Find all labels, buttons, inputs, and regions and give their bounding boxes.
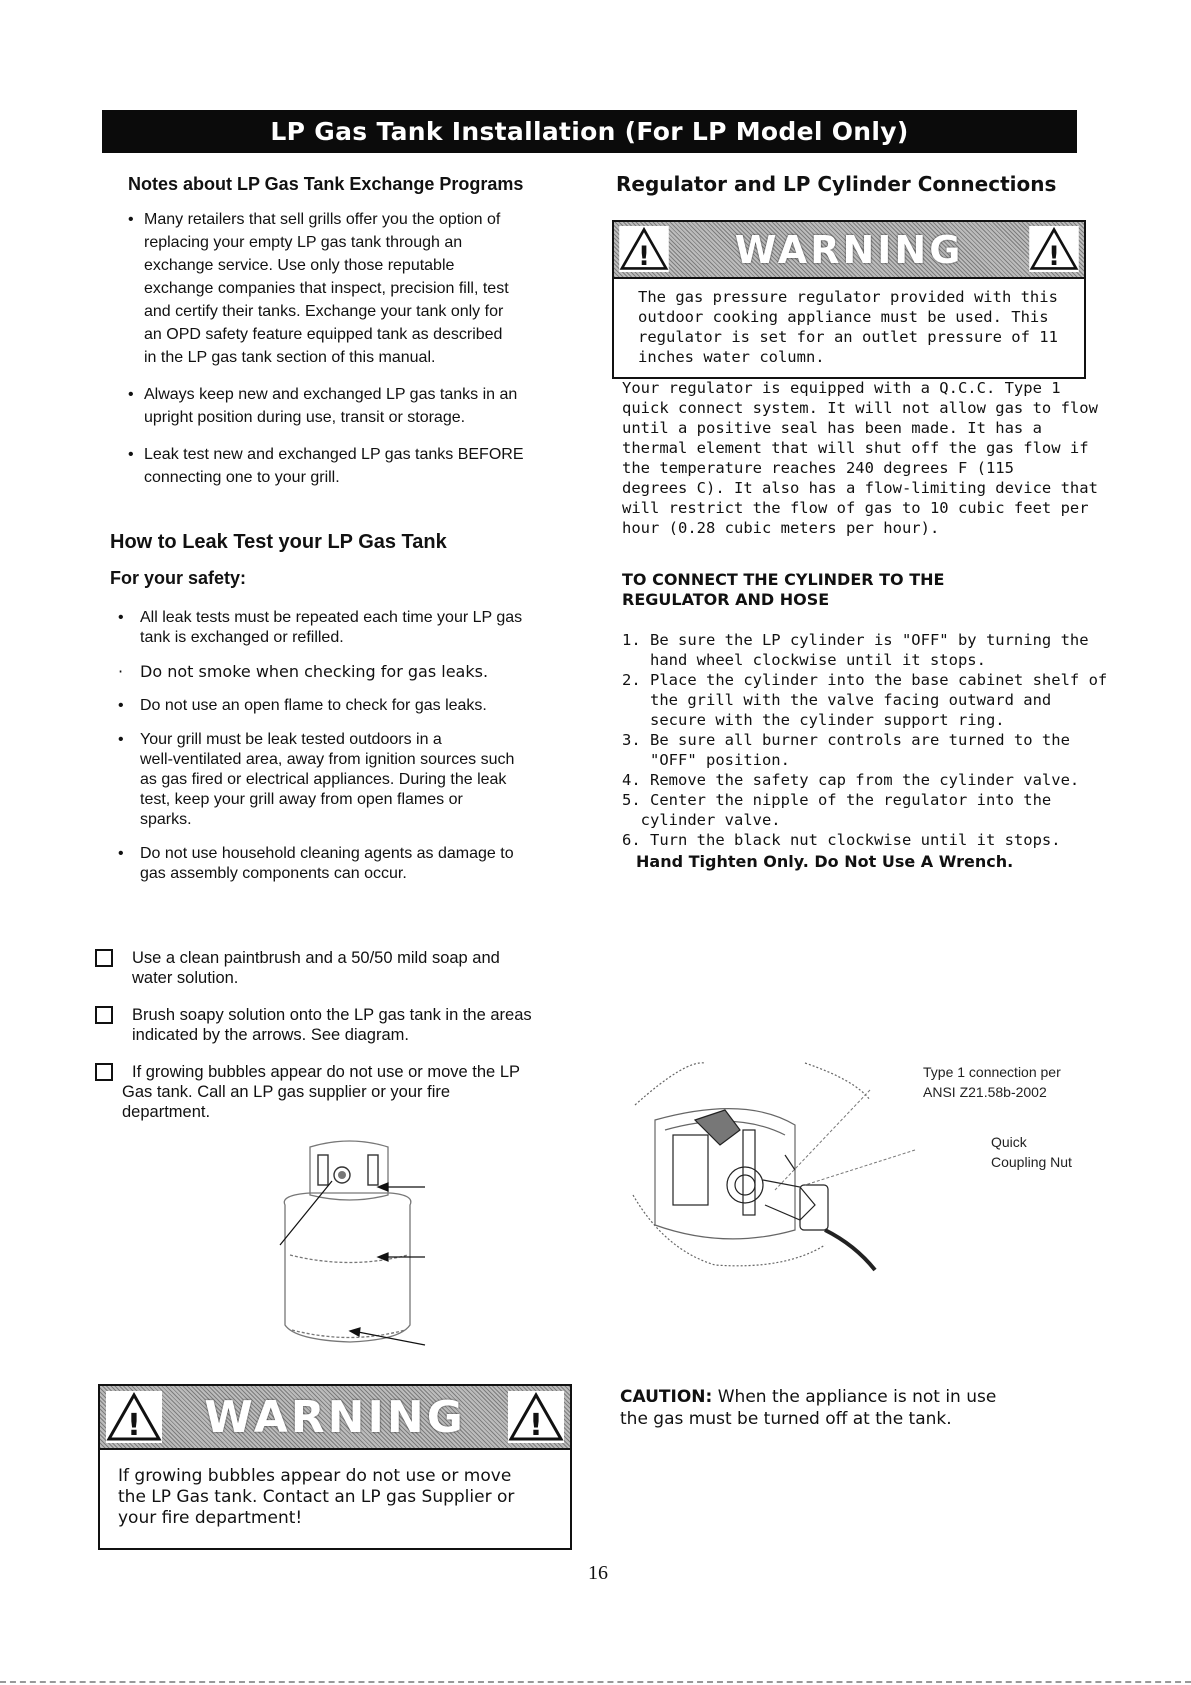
arrow-head xyxy=(378,1253,388,1261)
notes-item xyxy=(128,208,588,369)
caution-label: CAUTION: xyxy=(620,1387,713,1407)
quick-coupling-label-line1: Quick xyxy=(991,1134,1027,1150)
step-item xyxy=(622,790,1107,830)
text-line: 3. Be sure all burner controls are turned to the xyxy=(622,731,1070,749)
text-line: 2. Place the cylinder into the base cabinet shelf of xyxy=(622,671,1108,689)
warning-text xyxy=(638,287,1058,367)
lp-tank-diagram xyxy=(250,1135,470,1350)
text-line: department. xyxy=(122,1103,211,1121)
text-line: 4. Remove the safety cap from the cylinder valve. xyxy=(622,771,1080,789)
text-line: Leak test new and exchanged LP gas tanks BEFORE xyxy=(144,446,524,463)
text-line: water solution. xyxy=(132,969,239,987)
text-line: the grill with the valve facing outward and xyxy=(622,691,1052,709)
text-line: exchange service. Use only those reputable xyxy=(144,257,455,274)
notes-heading: Notes about LP Gas Tank Exchange Programs xyxy=(128,174,524,194)
checklist-item xyxy=(95,1062,595,1122)
connect-steps xyxy=(622,630,1107,850)
warning-bar xyxy=(614,222,1084,279)
text-line: If growing bubbles appear do not use or move the LP xyxy=(132,1063,520,1081)
right-warning-box xyxy=(612,220,1086,379)
text-line: Do not use an open flame to check for gas leaks. xyxy=(140,697,487,714)
connect-heading xyxy=(622,570,944,610)
leak-test-heading: How to Leak Test your LP Gas Tank xyxy=(110,531,447,553)
step-item xyxy=(622,670,1107,730)
text-line: hand wheel clockwise until it stops. xyxy=(622,651,986,669)
step-item xyxy=(622,770,1107,790)
text-line: Use a clean paintbrush and a 50/50 mild soap and xyxy=(132,949,500,967)
text-line: regulator is set for an outlet pressure of 11 xyxy=(638,328,1058,346)
text-line: Your regulator is equipped with a Q.C.C. Type 1 xyxy=(622,379,1061,397)
bullet-icon: • xyxy=(118,697,124,714)
notes-item xyxy=(128,383,588,429)
text-line: Many retailers that sell grills offer you the option of xyxy=(144,211,501,228)
checkbox-icon[interactable] xyxy=(95,949,113,967)
hand-tighten-note: Hand Tighten Only. Do Not Use A Wrench. xyxy=(636,852,1014,871)
svg-text:!: ! xyxy=(1047,240,1061,272)
text-line: inches water column. xyxy=(638,348,825,366)
warning-triangle-icon xyxy=(619,226,669,272)
caution-note xyxy=(620,1386,996,1430)
text-line: the temperature reaches 240 degrees F (115 xyxy=(622,459,1014,477)
text-line: an OPD safety feature equipped tank as described xyxy=(144,326,503,343)
text-line: Do not smoke when checking for gas leaks. xyxy=(140,662,489,681)
text-line: connecting one to your grill. xyxy=(144,469,340,486)
text-line: as gas fired or electrical appliances. During the leak xyxy=(140,771,507,788)
text-line: Do not use household cleaning agents as damage to xyxy=(140,845,514,862)
arrow-valve xyxy=(280,1181,332,1245)
text-line: 5. Center the nipple of the regulator into the xyxy=(622,791,1052,809)
safety-list xyxy=(110,608,590,884)
text-line: Gas tank. Call an LP gas supplier or your fire xyxy=(122,1083,451,1101)
warning-text xyxy=(118,1466,514,1529)
warning-triangle-icon xyxy=(508,1391,564,1443)
text-line: and certify their tanks. Exchange your tank only for xyxy=(144,303,504,320)
text-line: hour (0.28 cubic meters per hour). xyxy=(622,519,940,537)
checkbox-icon[interactable] xyxy=(95,1006,113,1024)
checklist-item xyxy=(95,948,595,988)
safety-item xyxy=(110,844,590,884)
regulator-diagram xyxy=(625,1055,1085,1295)
text-line: upright position during use, transit or storage. xyxy=(144,409,466,426)
warning-bar xyxy=(100,1386,570,1450)
checklist-item xyxy=(95,1005,595,1045)
left-warning-box xyxy=(98,1384,572,1550)
regulator-description xyxy=(622,378,1098,538)
warning-word: WARNING xyxy=(734,227,964,272)
leak-checklist xyxy=(95,948,595,1122)
text-line: the LP Gas tank. Contact an LP gas Supplier or xyxy=(118,1487,515,1507)
bullet-icon: • xyxy=(128,446,134,463)
text-line: 1. Be sure the LP cylinder is "OFF" by turning the xyxy=(622,631,1089,649)
svg-text:!: ! xyxy=(127,1408,141,1443)
text-line: The gas pressure regulator provided with this xyxy=(638,288,1058,306)
arrow-head xyxy=(350,1328,360,1336)
text-line: gas assembly components can occur. xyxy=(140,865,407,882)
safety-item xyxy=(110,662,590,682)
text-line: 6. Turn the black nut clockwise until it stops. xyxy=(622,831,1061,849)
step-item xyxy=(622,830,1107,850)
text-line: TO CONNECT THE CYLINDER TO THE xyxy=(622,570,945,589)
text-line: degrees C). It also has a flow-limiting device that xyxy=(622,479,1098,497)
safety-heading: For your safety: xyxy=(110,568,247,588)
step-item xyxy=(622,630,1107,670)
text-line: cylinder valve. xyxy=(622,811,781,829)
type1-label-line1: Type 1 connection per xyxy=(923,1064,1061,1080)
page-number: 16 xyxy=(588,1562,608,1584)
text-line: in the LP gas tank section of this manual. xyxy=(144,349,436,366)
caution-text-1: When the appliance is not in use xyxy=(712,1387,997,1407)
text-line: replacing your empty LP gas tank through an xyxy=(144,234,463,251)
warning-triangle-icon xyxy=(106,1391,162,1443)
warning-word: WARNING xyxy=(204,1391,466,1443)
quick-coupling-label-line2: Coupling Nut xyxy=(991,1154,1072,1170)
text-line: will restrict the flow of gas to 10 cubic feet per xyxy=(622,499,1089,517)
text-line: Your grill must be leak tested outdoors in a xyxy=(140,731,442,748)
text-line: your fire department! xyxy=(118,1508,303,1528)
text-line: outdoor cooking appliance must be used. This xyxy=(638,308,1049,326)
text-line: Brush soapy solution onto the LP gas tank in the areas xyxy=(132,1006,532,1024)
text-line: tank is exchanged or refilled. xyxy=(140,629,344,646)
bullet-icon: • xyxy=(128,386,134,403)
text-line: If growing bubbles appear do not use or move xyxy=(118,1466,512,1486)
text-line: sparks. xyxy=(140,811,192,828)
page-banner: LP Gas Tank Installation (For LP Model Only) xyxy=(102,110,1077,153)
text-line: thermal element that will shut off the gas flow if xyxy=(622,439,1089,457)
svg-text:!: ! xyxy=(529,1408,543,1443)
text-line: quick connect system. It will not allow gas to flow xyxy=(622,399,1098,417)
tank-body xyxy=(284,1193,411,1342)
caution-text-2: the gas must be turned off at the tank. xyxy=(620,1409,952,1429)
bullet-icon: • xyxy=(128,211,134,228)
step-item xyxy=(622,730,1107,770)
text-line: "OFF" position. xyxy=(622,751,790,769)
text-line: test, keep your grill away from open flames or xyxy=(140,791,463,808)
page-bottom-rule xyxy=(0,1681,1191,1683)
text-line: REGULATOR AND HOSE xyxy=(622,590,830,609)
warning-triangle-icon xyxy=(1029,226,1079,272)
bullet-icon: • xyxy=(118,731,124,748)
text-line: secure with the cylinder support ring. xyxy=(622,711,1005,729)
text-line: indicated by the arrows. See diagram. xyxy=(132,1026,409,1044)
svg-text:!: ! xyxy=(637,240,651,272)
safety-item xyxy=(110,696,590,716)
bullet-icon: • xyxy=(118,609,124,626)
notes-list xyxy=(128,208,588,489)
type1-label-line2: ANSI Z21.58b-2002 xyxy=(923,1084,1047,1100)
safety-item xyxy=(110,730,590,830)
bullet-icon: • xyxy=(118,845,124,862)
text-line: exchange companies that inspect, precision fill, test xyxy=(144,280,509,297)
arrow-head xyxy=(378,1183,388,1191)
text-line: until a positive seal has been made. It has a xyxy=(622,419,1042,437)
notes-item xyxy=(128,443,588,489)
text-line: well-ventilated area, away from ignition sources such xyxy=(140,751,515,768)
text-line: All leak tests must be repeated each time your LP gas xyxy=(140,609,523,626)
bullet-icon: · xyxy=(118,662,124,681)
regulator-heading: Regulator and LP Cylinder Connections xyxy=(616,172,1057,196)
text-line: Always keep new and exchanged LP gas tanks in an xyxy=(144,386,518,403)
checkbox-icon[interactable] xyxy=(95,1063,113,1081)
safety-item xyxy=(110,608,590,648)
